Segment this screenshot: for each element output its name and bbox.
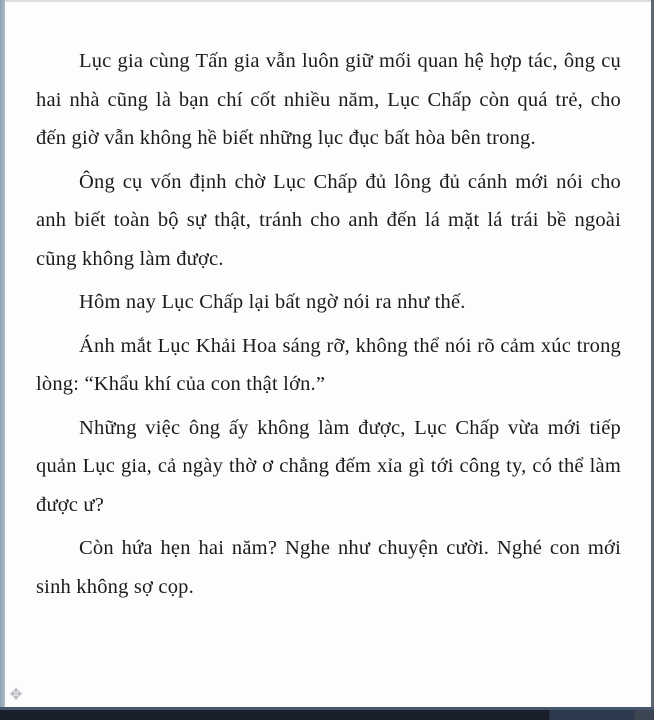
paragraph: Lục gia cùng Tấn gia vẫn luôn giữ mối quan hệ hợp tác, ông cụ hai nhà cũng là bạn chí cốt nhiều năm, Lục Chấp còn quá trẻ, cho đến giờ vẫn không hề biết những lục đục bất hòa bên trong. xyxy=(36,50,621,149)
paragraph: Hôm nay Lục Chấp lại bất ngờ nói ra như thế. xyxy=(79,291,466,313)
page-flip-icon[interactable]: ✥ xyxy=(9,685,23,703)
paragraph: Ánh mắt Lục Khải Hoa sáng rỡ, không thể nói rõ cảm xúc trong lòng: “Khẩu khí của con thật lớn.” xyxy=(36,334,621,395)
reader-page[interactable] xyxy=(5,0,651,707)
paragraph: Những việc ông ấy không làm được, Lục Chấp vừa mới tiếp quản Lục gia, cả ngày thờ ơ chẳng đếm xỉa gì tới công ty, có thể làm được ư? xyxy=(36,416,621,516)
bottom-bar xyxy=(0,707,654,720)
paragraph: Còn hứa hẹn hai năm? Nghe như chuyện cười. Nghé con mới sinh không sợ cọp. xyxy=(36,537,621,598)
paragraph: Ông cụ vốn định chờ Lục Chấp đủ lông đủ cánh mới nói cho anh biết toàn bộ sự thật, tránh cho anh đến lá mặt lá trái bề ngoài cũng không làm được. xyxy=(36,170,621,270)
